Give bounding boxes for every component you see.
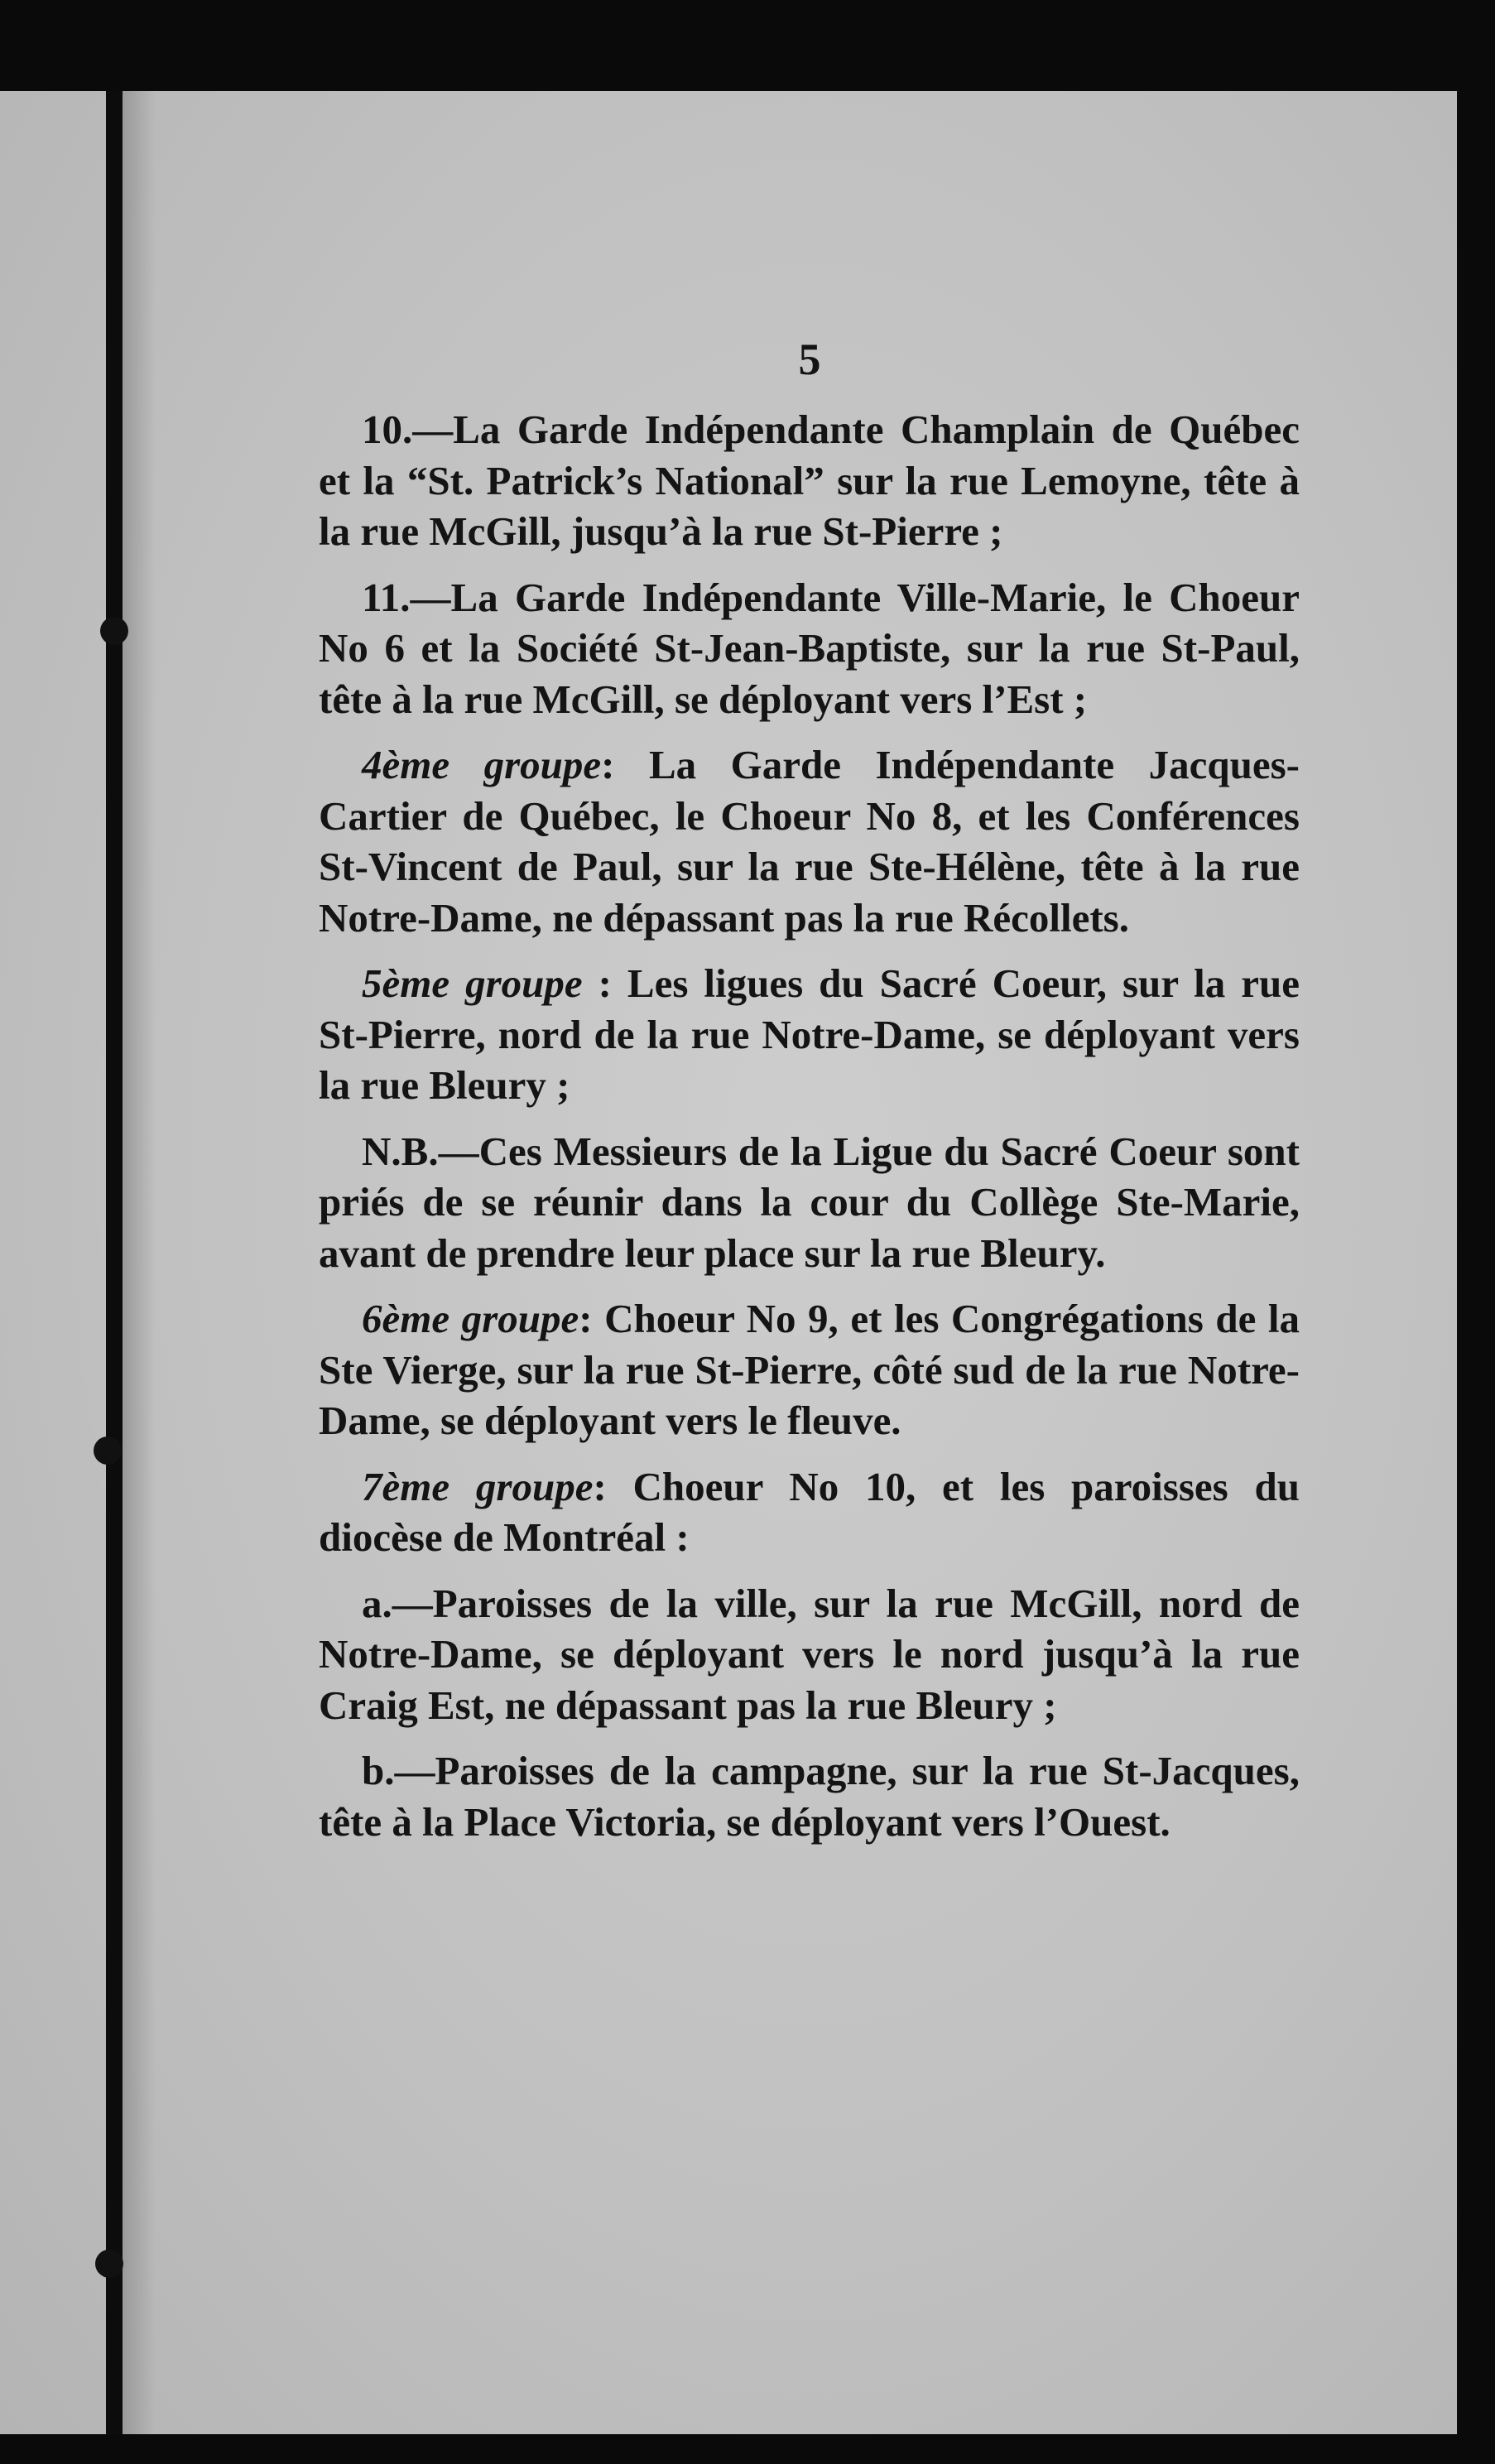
paragraph-group-7 [319, 1461, 1300, 1563]
paragraph-a [319, 1578, 1300, 1731]
paragraph-body: : La Garde Indépendante Jacques-Cartier de Québec, le Choeur No 8, et les Conférences St-Vincent de Paul, sur la rue Ste-Hélène, tête à la rue Notre-Dame, ne dépassant pas la rue Récollets. [319, 742, 1300, 941]
page-number: 5 [798, 334, 821, 384]
binding-hole [100, 617, 128, 645]
binding-hole [94, 1437, 122, 1465]
binding-hole [95, 2250, 123, 2278]
paragraph-body: 11.—La Garde Indépendante Ville-Marie, le Choeur No 6 et la Société St-Jean-Baptiste, sur la rue St-Paul, tête à la rue McGill, se déployant vers l’Est ; [319, 574, 1300, 722]
paragraph-lead: 4ème groupe [362, 742, 602, 787]
paragraph-body: : Choeur No 9, et les Congrégations de la Ste Vierge, sur la rue St-Pierre, côté sud de la rue Notre-Dame, se déployant vers le fleuve. [319, 1296, 1300, 1443]
bottom-border [0, 2434, 1495, 2464]
paragraph-body: : Choeur No 10, et les paroisses du diocèse de Montréal : [319, 1463, 1300, 1560]
right-border [1457, 91, 1495, 2434]
paragraph-10 [319, 404, 1300, 557]
book-binding [106, 91, 123, 2434]
paragraph-lead: 7ème groupe [362, 1463, 594, 1509]
paragraph-group-5 [319, 958, 1300, 1111]
paragraph-body: 10.—La Garde Indépendante Champlain de Québec et la “St. Patrick’s National” sur la rue Lemoyne, tête à la rue McGill, jusqu’à la rue St-Pierre ; [319, 407, 1300, 554]
paragraph-body: : Les ligues du Sacré Coeur, sur la rue St-Pierre, nord de la rue Notre-Dame, se déployant vers la rue Bleury ; [319, 960, 1300, 1108]
paragraph-nb [319, 1126, 1300, 1279]
paragraph-11 [319, 572, 1300, 725]
paragraph-group-4 [319, 739, 1300, 943]
paragraph-body: a.—Paroisses de la ville, sur la rue McGill, nord de Notre-Dame, se déployant vers le nord jusqu’à la rue Craig Est, ne dépassant pas la rue Bleury ; [319, 1580, 1300, 1728]
paragraph-group-6 [319, 1293, 1300, 1446]
paragraph-lead: 5ème groupe [362, 960, 583, 1006]
paragraph-body: N.B.—Ces Messieurs de la Ligue du Sacré Coeur sont priés de se réunir dans la cour du Collège Ste-Marie, avant de prendre leur place sur la rue Bleury. [319, 1128, 1300, 1276]
paragraph-body: b.—Paroisses de la campagne, sur la rue St-Jacques, tête à la Place Victoria, se déployant vers l’Ouest. [319, 1748, 1300, 1845]
page-text [319, 404, 1300, 1862]
paragraph-b [319, 1745, 1300, 1847]
binding-shadow [123, 91, 156, 2434]
paragraph-lead: 6ème groupe [362, 1296, 579, 1341]
